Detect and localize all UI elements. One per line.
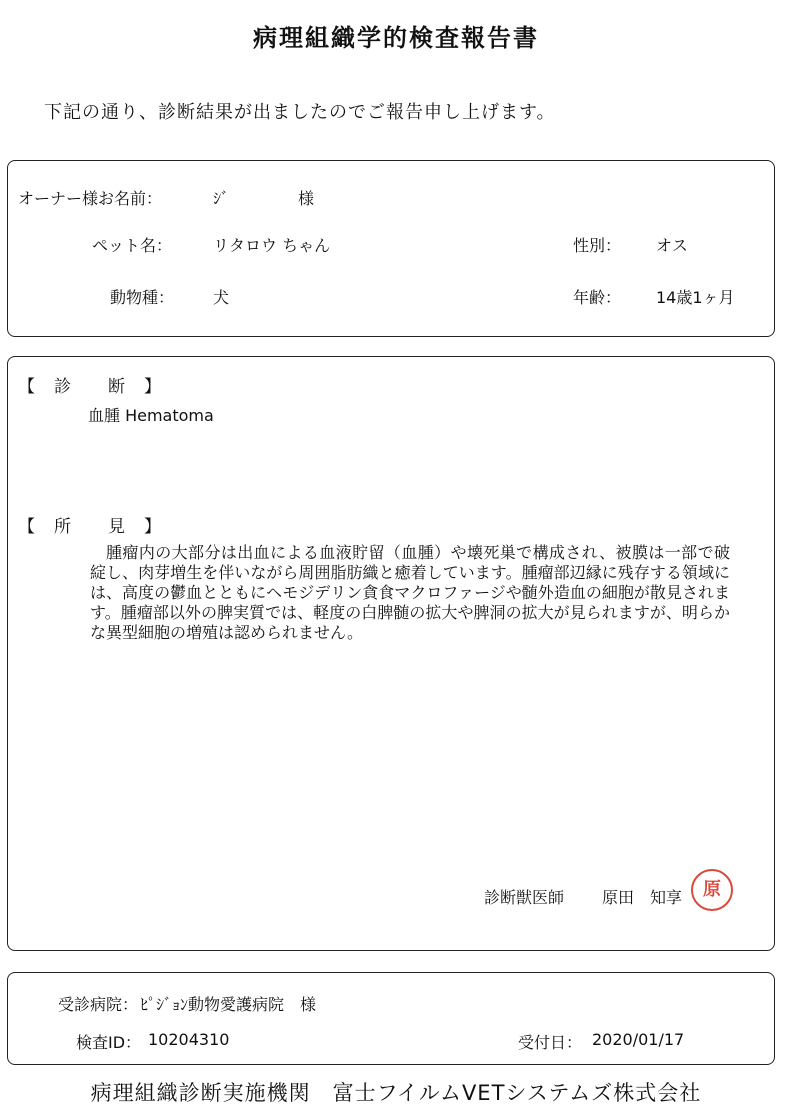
hospital-name: ﾋﾟｼﾞｮﾝ動物愛護病院 様	[140, 995, 317, 1014]
exam-id-label: 検査ID：	[76, 1033, 142, 1052]
findings-heading: 【 所 見 】	[18, 517, 162, 537]
intro-text: 下記の通り、診断結果が出ましたのでご報告申し上げます。	[44, 102, 556, 123]
received-date-value: 2020/01/17	[592, 1030, 685, 1049]
owner-label: オーナー様お名前：	[18, 189, 163, 208]
species-label: 動物種：	[110, 288, 175, 307]
findings-text: 腫瘤内の大部分は出血による血液貯留（血腫）や壊死巣で構成され、被膜は一部で破綻し、肉芽増生を伴いながら周囲脂肪織と癒着しています。腫瘤部辺縁に残存する領域には、高度の鬱血とともにヘモジデリン貪食マクロファージや髄外造血の細胞が散見されます。腫瘤部以外の脾実質では、軽度の白脾髄の拡大や脾洞の拡大が見られますが、明らかな異型細胞の増殖は認められません。	[90, 543, 730, 642]
hospital-label: 受診病院：	[58, 995, 139, 1014]
age-value: 14歳1ヶ月	[656, 288, 735, 307]
pet-name: リタロウ ちゃん	[213, 236, 331, 255]
report-title: 病理組織学的検査報告書	[253, 24, 539, 52]
doctor-seal-stamp: 原	[691, 869, 733, 911]
sex-value: オス	[656, 236, 688, 255]
lab-organization: 病理組織診断実施機関 富士フイルムVETシステムズ株式会社	[90, 1081, 702, 1105]
report-box	[7, 356, 775, 951]
received-date-label: 受付日：	[518, 1033, 583, 1052]
pet-name-label: ペット名：	[92, 236, 173, 255]
exam-id-value: 10204310	[148, 1030, 230, 1049]
owner-suffix: 様	[298, 189, 315, 208]
sex-label: 性別：	[573, 236, 622, 255]
owner-name: ｼﾞ	[213, 189, 230, 208]
doctor-label: 診断獣医師	[484, 888, 565, 907]
species-value: 犬	[213, 288, 230, 307]
clinic-info-box	[7, 972, 775, 1065]
diagnosis-text: 血腫 Hematoma	[88, 406, 214, 425]
age-label: 年齢：	[573, 288, 622, 307]
diagnosis-heading: 【 診 断 】	[18, 377, 162, 397]
doctor-name: 原田 知享	[602, 888, 683, 907]
patient-info-box	[7, 160, 775, 337]
